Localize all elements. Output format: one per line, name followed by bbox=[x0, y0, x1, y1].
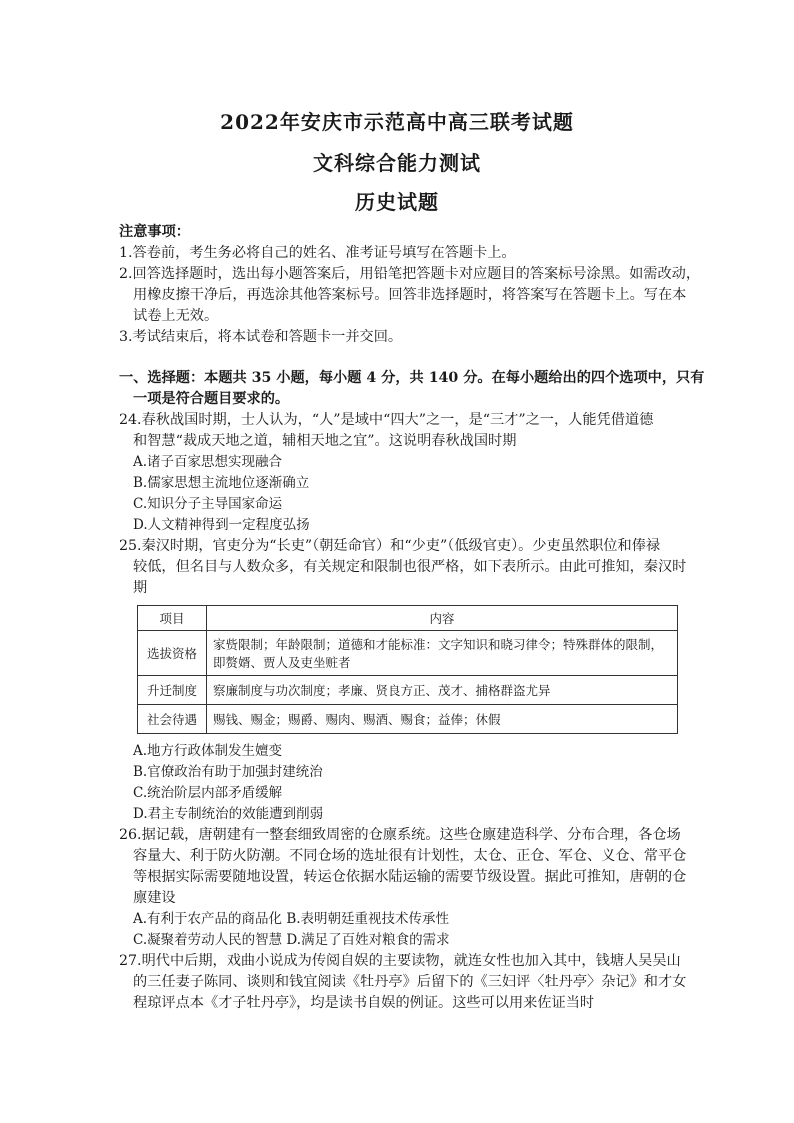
question-26-stem: 廪建设 bbox=[133, 890, 176, 906]
table-row bbox=[138, 705, 678, 734]
section-heading-cont: 一项是符合题目要求的。 bbox=[133, 391, 290, 407]
table-cell: 赐钱、赐金；赐爵、赐肉、赐酒、赐食；益俸；休假 bbox=[207, 705, 678, 734]
table-header: 项目 bbox=[138, 606, 207, 631]
question-27-stem: 的三任妻子陈同、谈则和钱宜阅读《牡丹亭》后留下的《三妇评〈牡丹亭〉杂记》和才女 bbox=[133, 974, 687, 990]
notice-line: 试卷上无效。 bbox=[133, 308, 219, 324]
question-26-options-ab: A.有利于农产品的商品化 B.表明朝廷重视技术传承性 bbox=[133, 911, 450, 927]
exam-title: 2022年安庆市示范高中高三联考试题 bbox=[220, 110, 574, 134]
question-24-option-c: C.知识分子主导国家命运 bbox=[133, 496, 283, 512]
question-25-table bbox=[137, 605, 678, 734]
question-25-option-c: C.统治阶层内部矛盾缓解 bbox=[133, 785, 283, 801]
exam-subtitle: 文科综合能力测试 bbox=[313, 151, 481, 175]
question-26-options-cd: C.凝聚着劳动人民的智慧 D.满足了百姓对粮食的需求 bbox=[133, 932, 450, 948]
table-cell: 社会待遇 bbox=[138, 705, 207, 734]
question-26-stem: 等根据实际需要随地设置，转运仓依据水陆运输的需要节级设置。据此可推知，唐朝的仓 bbox=[133, 869, 687, 885]
table-cell: 察廉制度与功次制度；孝廉、贤良方正、茂才、捕格群盗尤异 bbox=[207, 676, 678, 705]
question-25-option-d: D.君主专制统治的效能遭到削弱 bbox=[133, 806, 324, 822]
notice-line: 1.答卷前，考生务必将自己的姓名、准考证号填写在答题卡上。 bbox=[119, 245, 516, 261]
table-cell: 选拔资格 bbox=[138, 631, 207, 676]
question-27-stem: 程琼评点本《才子牡丹亭》，均是读书自娱的例证。这些可以用来佐证当时 bbox=[133, 995, 595, 1011]
table-cell: 家赀限制；年龄限制；道德和才能标准：文字知识和晓习律令；特殊群体的限制，即赘婿、贾人及吏坐赃者 bbox=[207, 631, 678, 676]
question-27-stem: 27.明代中后期，戏曲小说成为传阅自娱的主要读物，就连女性也加入其中，钱塘人吴吴山 bbox=[119, 953, 681, 969]
question-24-option-a: A.诸子百家思想实现融合 bbox=[133, 454, 283, 470]
notice-line: 2.回答选择题时，选出每小题答案后，用铅笔把答题卡对应题目的答案标号涂黑。如需改动， bbox=[119, 266, 701, 282]
table-cell: 升迁制度 bbox=[138, 676, 207, 705]
notice-heading: 注意事项： bbox=[119, 224, 190, 240]
question-24-stem: 24.春秋战国时期，士人认为，“人”是域中“四大”之一，是“三才”之一，人能凭借道德 bbox=[119, 412, 654, 428]
table-header: 内容 bbox=[207, 606, 678, 631]
section-heading: 一、选择题：本题共 35 小题，每小题 4 分，共 140 分。在每小题给出的四个选项中，只有 bbox=[119, 370, 705, 386]
notice-line: 3.考试结束后，将本试卷和答题卡一并交回。 bbox=[119, 329, 403, 345]
table-row bbox=[138, 676, 678, 705]
question-25-stem: 25.秦汉时期，官吏分为“长吏”（朝廷命官）和“少吏”（低级官吏）。少吏虽然职位和俸禄 bbox=[119, 538, 661, 554]
subject-title: 历史试题 bbox=[355, 190, 439, 214]
table-row bbox=[138, 631, 678, 676]
notice-line: 用橡皮擦干净后，再选涂其他答案标号。回答非选择题时，将答案写在答题卡上。写在本 bbox=[133, 287, 687, 303]
question-25-stem: 较低，但名目与人数众多，有关规定和限制也很严格，如下表所示。由此可推知，秦汉时 bbox=[133, 559, 687, 575]
question-25-option-a: A.地方行政体制发生嬗变 bbox=[133, 743, 283, 759]
question-25-option-b: B.官僚政治有助于加强封建统治 bbox=[133, 764, 323, 780]
question-24-option-b: B.儒家思想主流地位逐渐确立 bbox=[133, 475, 310, 491]
question-26-stem: 容量大、利于防火防潮。不同仓场的选址很有计划性，太仓、正仓、军仓、义仓、常平仓 bbox=[133, 848, 687, 864]
question-26-stem: 26.据记载，唐朝建有一整套细致周密的仓廪系统。这些仓廪建造科学、分布合理，各仓场 bbox=[119, 827, 681, 843]
question-25-stem: 期 bbox=[133, 580, 148, 596]
question-24-stem: 和智慧“裁成天地之道，辅相天地之宜”。这说明春秋战国时期 bbox=[133, 433, 517, 449]
question-24-option-d: D.人文精神得到一定程度弘扬 bbox=[133, 517, 310, 533]
